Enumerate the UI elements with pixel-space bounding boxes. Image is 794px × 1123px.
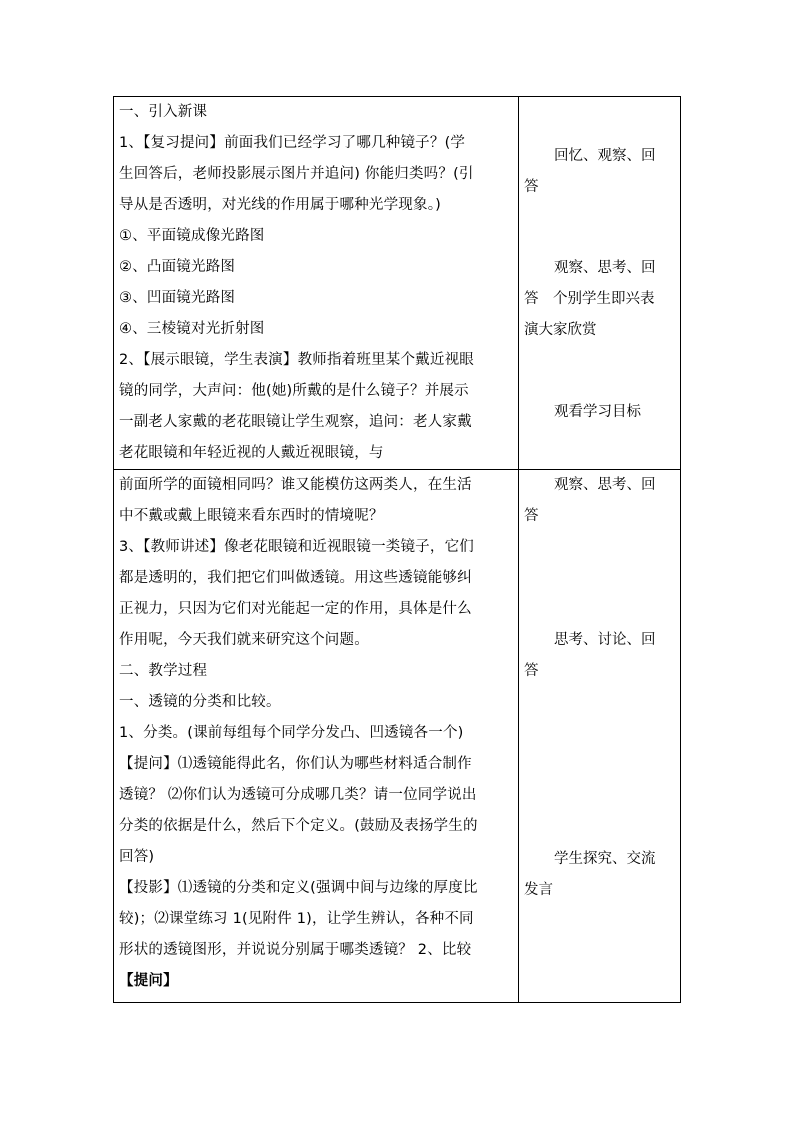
teaching-content-cell-1 [119,97,515,469]
column-divider [518,97,519,469]
content-line: 形状的透镜图形，并说说分别属于哪类透镜？ 2、比较 [119,942,472,958]
activity-line: 观察、思考、回 [554,260,656,276]
content-line: 透镜？ ⑵你们认为透镜可分成哪几类？请一位同学说出 [119,787,477,803]
teaching-content-cell-2 [119,470,515,997]
content-line: 3、【教师讲述】像老花眼镜和近视眼镜一类镜子，它们 [119,539,474,555]
activity-line: 演大家欣赏 [524,322,597,338]
content-line: 【投影】⑴透镜的分类和定义(强调中间与边缘的厚度比 [119,880,478,896]
content-line: 中不戴或戴上眼镜来看东西时的情境呢？ [119,508,384,524]
content-line: 回答) [119,849,155,865]
content-line: 一副老人家戴的老花眼镜让学生观察，追问：老人家戴 [119,414,472,430]
content-line: 分类的依据是什么，然后下个定义。(鼓励及表扬学生的 [119,818,478,834]
activity-line: 答 [524,508,539,524]
activity-note [524,470,678,532]
section-heading: 一、引入新课 [119,104,208,120]
content-line: 导从是否透明，对光线的作用属于哪种光学现象。) [119,197,442,213]
content-line: 1、【复习提问】前面我们已经学习了哪几种镜子？(学 [119,135,466,151]
activity-line: 答 [524,179,539,195]
content-line: 镜的同学，大声问：他(她)所戴的是什么镜子？并展示 [119,383,469,399]
content-line: ④、三棱镜对光折射图 [119,321,265,337]
content-line: 2、【展示眼镜，学生表演】教师指着班里某个戴近视眼 [119,352,474,368]
activity-line: 答 个别学生即兴表 [524,291,655,307]
activity-line: 思考、讨论、回 [554,632,656,648]
activity-note [524,253,678,346]
table-row-1 [114,97,680,470]
content-line: 都是透明的，我们把它们叫做透镜。用这些透镜能够纠 [119,570,472,586]
activity-note [524,141,678,203]
lesson-plan-table [113,96,681,1003]
content-line: 生回答后，老师投影展示图片并追问) 你能归类吗？(引 [119,166,474,182]
content-line: 【提问】⑴透镜能得此名，你们认为哪些材料适合制作 [119,756,472,772]
content-line: ②、凸面镜光路图 [119,259,236,275]
section-heading: 二、教学过程 [119,663,208,679]
activity-line: 发言 [524,882,553,898]
content-line: ③、凹面镜光路图 [119,290,236,306]
activity-note [524,844,678,906]
activity-line: 回忆、观察、回 [554,148,656,164]
content-line: 较)；⑵课堂练习 1(见附件 1)，让学生辨认，各种不同 [119,911,474,927]
activity-line: 答 [524,663,539,679]
section-heading: 一、透镜的分类和比较。 [119,694,281,710]
activity-line: 学生探究、交流 [554,851,656,867]
activity-note [524,397,678,428]
content-line: ①、平面镜成像光路图 [119,228,265,244]
content-line: 作用呢，今天我们就来研究这个问题。 [119,632,369,648]
column-divider [518,470,519,1002]
content-line: 老花眼镜和年轻近视的人戴近视眼镜，与 [119,445,384,461]
content-line: 【提问】 [119,973,178,989]
content-line: 正视力，只因为它们对光能起一定的作用，具体是什么 [119,601,472,617]
content-line: 1、分类。(课前每组每个同学分发凸、凹透镜各一个) [119,725,464,741]
activity-note [524,625,678,687]
activity-line: 观察、思考、回 [554,477,656,493]
table-row-2 [114,470,680,1002]
content-line: 前面所学的面镜相同吗？谁又能模仿这两类人，在生活 [119,477,472,493]
activity-line: 观看学习目标 [554,404,641,420]
